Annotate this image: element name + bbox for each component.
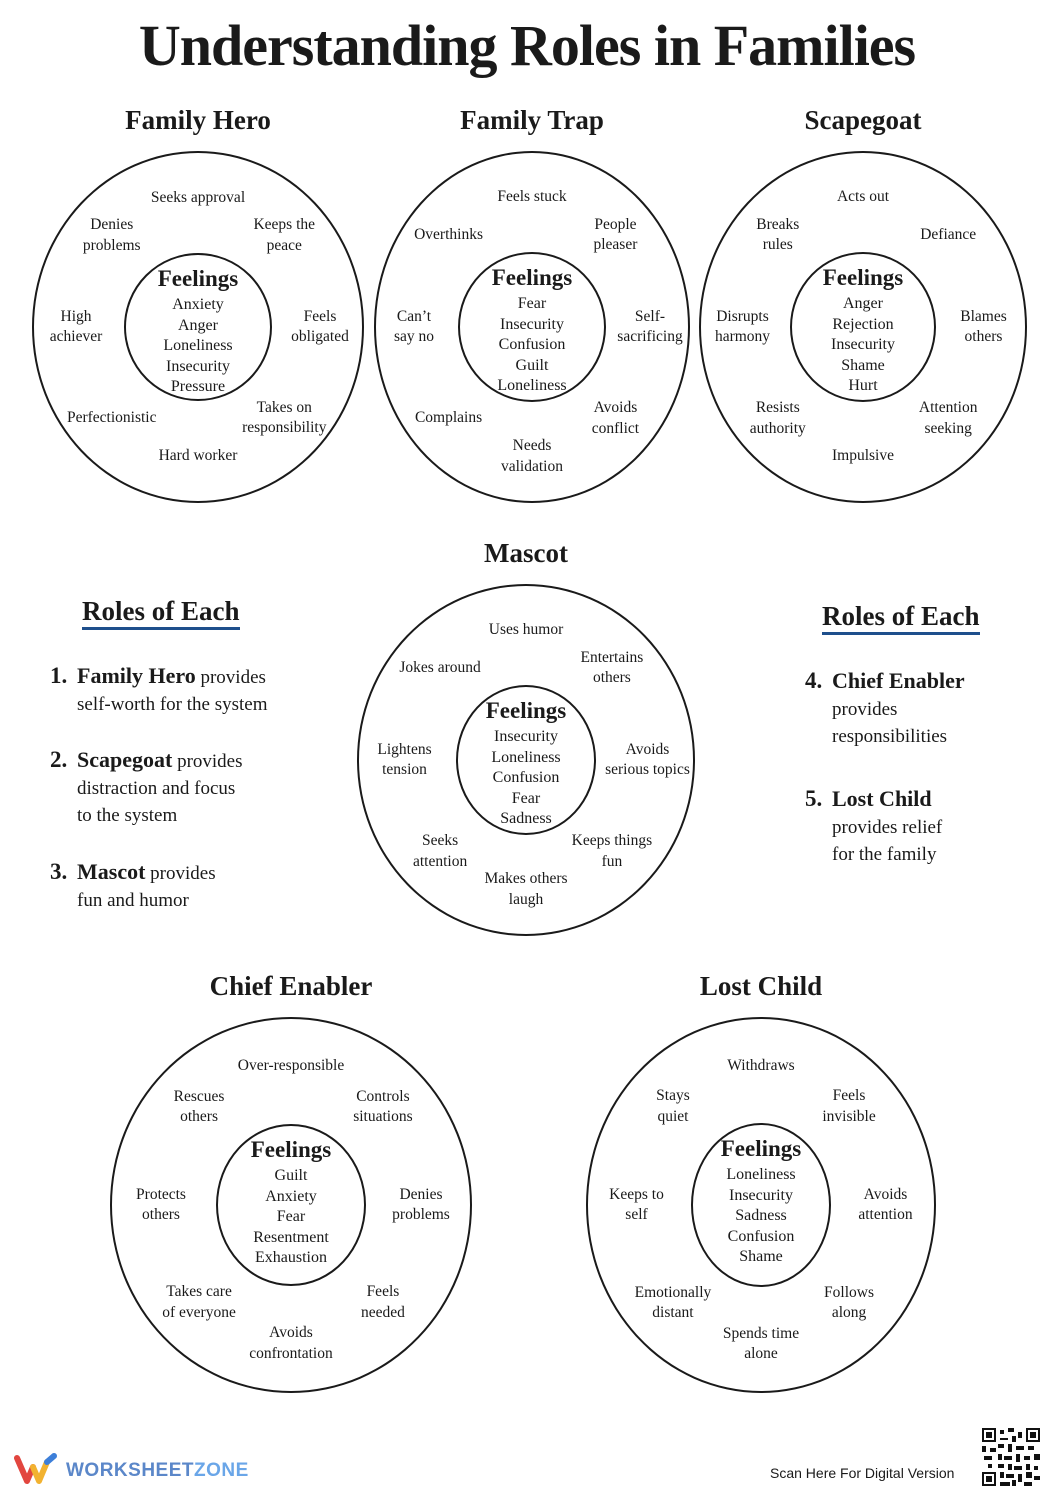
trait-label: Overthinks xyxy=(414,226,483,244)
qr-code-icon[interactable] xyxy=(982,1428,1040,1486)
item-number: 1. xyxy=(50,663,68,688)
trait-label: High achiever xyxy=(49,307,103,345)
item-role-name: Chief Enabler xyxy=(832,668,965,693)
role-title: Lost Child xyxy=(699,971,823,1001)
role-family-hero xyxy=(32,105,364,507)
role-description-item xyxy=(805,667,1035,751)
trait-label: Avoids serious topics xyxy=(605,740,690,778)
feeling-item: Confusion xyxy=(492,769,560,786)
trait-label: People pleaser xyxy=(593,215,638,254)
role-description-item xyxy=(50,662,350,722)
role-title: Family Hero xyxy=(125,105,271,135)
feeling-item: Fear xyxy=(511,789,541,807)
trait-label: Keeps to self xyxy=(609,1185,664,1223)
trait-label: Attention seeking xyxy=(918,399,978,437)
trait-label: Feels needed xyxy=(360,1283,405,1321)
feeling-item: Rejection xyxy=(832,315,894,333)
item-role-name: Lost Child xyxy=(832,786,932,811)
trait-label: Keeps things fun xyxy=(571,832,653,870)
feelings-heading: Feelings xyxy=(157,266,239,291)
trait-label: Perfectionistic xyxy=(66,408,157,426)
role-title: Family Trap xyxy=(460,105,604,135)
trait-label: Emotionally distant xyxy=(634,1283,712,1322)
role-description-item xyxy=(50,746,350,830)
trait-label: Takes on responsibility xyxy=(242,398,327,437)
item-role-name: Family Hero xyxy=(77,663,196,688)
role-title: Mascot xyxy=(484,538,568,568)
trait-label: Over-responsible xyxy=(237,1057,345,1075)
item-description: provides self-worth for the system xyxy=(77,667,268,715)
feeling-item: Anxiety xyxy=(265,1187,317,1205)
feeling-item: Fear xyxy=(276,1208,306,1225)
feeling-item: Insecurity xyxy=(500,315,564,333)
role-description-item xyxy=(805,785,1035,869)
feeling-item: Shame xyxy=(739,1248,783,1265)
item-role-name: Mascot xyxy=(77,859,146,884)
trait-label: Follows along xyxy=(824,1283,875,1322)
trait-label: Feels obligated xyxy=(291,307,349,345)
item-description: provides distraction and focus to the system xyxy=(77,751,243,826)
feeling-item: Insecurity xyxy=(494,728,558,745)
trait-label: Self- sacrificing xyxy=(617,307,683,345)
trait-label: Avoids confrontation xyxy=(249,1324,333,1362)
item-number: 4. xyxy=(805,668,823,693)
roles-of-each-heading: Roles of Each xyxy=(822,601,980,635)
trait-label: Needs validation xyxy=(501,437,563,475)
feelings-circle xyxy=(124,253,272,401)
feelings-heading: Feelings xyxy=(491,265,573,290)
trait-label: Denies problems xyxy=(392,1185,450,1223)
trait-label: Complains xyxy=(414,409,483,427)
trait-label: Blames others xyxy=(960,307,1007,345)
feeling-item: Loneliness xyxy=(726,1166,796,1183)
trait-label: Denies problems xyxy=(82,216,141,254)
feeling-item: Anger xyxy=(178,316,218,334)
feelings-heading: Feelings xyxy=(720,1136,802,1161)
feelings-circle xyxy=(790,252,936,402)
role-scapegoat xyxy=(699,105,1027,507)
role-lost-child xyxy=(586,971,936,1397)
item-description: provides relief for the family xyxy=(832,817,943,865)
item-number: 2. xyxy=(50,747,68,772)
feelings-heading: Feelings xyxy=(822,265,904,290)
trait-label: Breaks rules xyxy=(756,215,800,254)
trait-label: Withdraws xyxy=(727,1056,795,1074)
trait-label: Controls situations xyxy=(353,1087,413,1126)
role-description-item xyxy=(50,858,350,918)
feelings-list xyxy=(458,727,594,830)
feeling-item: Loneliness xyxy=(491,748,561,766)
feeling-item: Loneliness xyxy=(497,377,567,394)
trait-label: Stays quiet xyxy=(656,1087,690,1125)
trait-label: Rescues others xyxy=(173,1087,225,1126)
trait-label: Avoids attention xyxy=(858,1185,913,1223)
trait-label: Defiance xyxy=(920,226,977,244)
page-title: Understanding Roles in Families xyxy=(138,13,916,78)
feeling-item: Hurt xyxy=(848,377,878,394)
trait-label: Impulsive xyxy=(832,447,894,465)
feelings-list xyxy=(126,295,270,398)
feelings-circle xyxy=(456,685,596,835)
item-number: 5. xyxy=(805,786,823,811)
trait-label: Lightens tension xyxy=(377,740,432,778)
feeling-item: Resentment xyxy=(253,1228,329,1246)
feeling-item: Insecurity xyxy=(831,336,895,353)
trait-label: Hard worker xyxy=(158,446,238,464)
feelings-list xyxy=(460,294,604,397)
feelings-list xyxy=(218,1166,364,1269)
trait-label: Resists authority xyxy=(749,399,806,437)
item-description: provides fun and humor xyxy=(77,863,216,911)
feeling-item: Pressure xyxy=(170,378,226,395)
trait-label: Takes care of everyone xyxy=(162,1283,236,1321)
item-role-name: Scapegoat xyxy=(77,747,173,772)
feeling-item: Loneliness xyxy=(163,337,233,354)
feeling-item: Sadness xyxy=(735,1207,787,1224)
feeling-item: Guilt xyxy=(274,1167,308,1184)
trait-label: Spends time alone xyxy=(722,1324,800,1362)
trait-label: Seeks attention xyxy=(412,832,468,870)
trait-label: Can’t say no xyxy=(393,307,435,345)
trait-label: Feels stuck xyxy=(497,188,567,206)
roles-of-each-left xyxy=(50,596,350,926)
feelings-circle xyxy=(458,252,606,402)
scan-text: Scan Here For Digital Version xyxy=(770,1465,955,1481)
brand-name: WORKSHEETZONE xyxy=(66,1460,249,1481)
roles-of-each-right xyxy=(805,601,1035,881)
trait-label: Entertains others xyxy=(580,648,644,687)
feeling-item: Fear xyxy=(517,295,547,312)
feeling-item: Insecurity xyxy=(729,1186,793,1204)
feelings-circle xyxy=(216,1124,366,1286)
trait-label: Uses humor xyxy=(488,621,564,639)
trait-label: Acts out xyxy=(836,188,890,206)
feelings-heading: Feelings xyxy=(485,698,567,723)
role-mascot xyxy=(357,538,695,940)
trait-label: Protects others xyxy=(136,1185,186,1223)
role-title: Scapegoat xyxy=(804,105,922,135)
trait-label: Jokes around xyxy=(399,659,481,677)
item-number: 3. xyxy=(50,859,68,884)
feelings-circle xyxy=(691,1123,831,1287)
trait-label: Makes others laugh xyxy=(484,870,568,908)
trait-label: Disrupts harmony xyxy=(714,307,771,345)
trait-label: Keeps the peace xyxy=(253,216,316,254)
role-title: Chief Enabler xyxy=(209,971,373,1001)
feeling-item: Anger xyxy=(843,295,883,312)
trait-label: Seeks approval xyxy=(150,188,246,206)
role-chief-enabler xyxy=(110,971,472,1397)
item-description: provides responsibilities xyxy=(832,699,948,747)
trait-label: Feels invisible xyxy=(822,1087,876,1125)
feeling-item: Confusion xyxy=(727,1227,795,1245)
roles-of-each-heading: Roles of Each xyxy=(82,596,240,630)
feeling-item: Shame xyxy=(841,356,885,374)
feelings-list xyxy=(792,294,934,397)
feeling-item: Confusion xyxy=(498,336,566,353)
feeling-item: Exhaustion xyxy=(255,1249,327,1266)
worksheetzone-logo-icon xyxy=(14,1452,58,1486)
feeling-item: Guilt xyxy=(515,356,549,374)
feeling-item: Anxiety xyxy=(172,296,224,313)
feeling-item: Insecurity xyxy=(166,357,230,375)
trait-label: Avoids conflict xyxy=(591,399,640,437)
feeling-item: Sadness xyxy=(500,810,552,827)
role-family-trap xyxy=(374,105,690,507)
feelings-list xyxy=(693,1165,829,1268)
feelings-heading: Feelings xyxy=(250,1137,332,1162)
